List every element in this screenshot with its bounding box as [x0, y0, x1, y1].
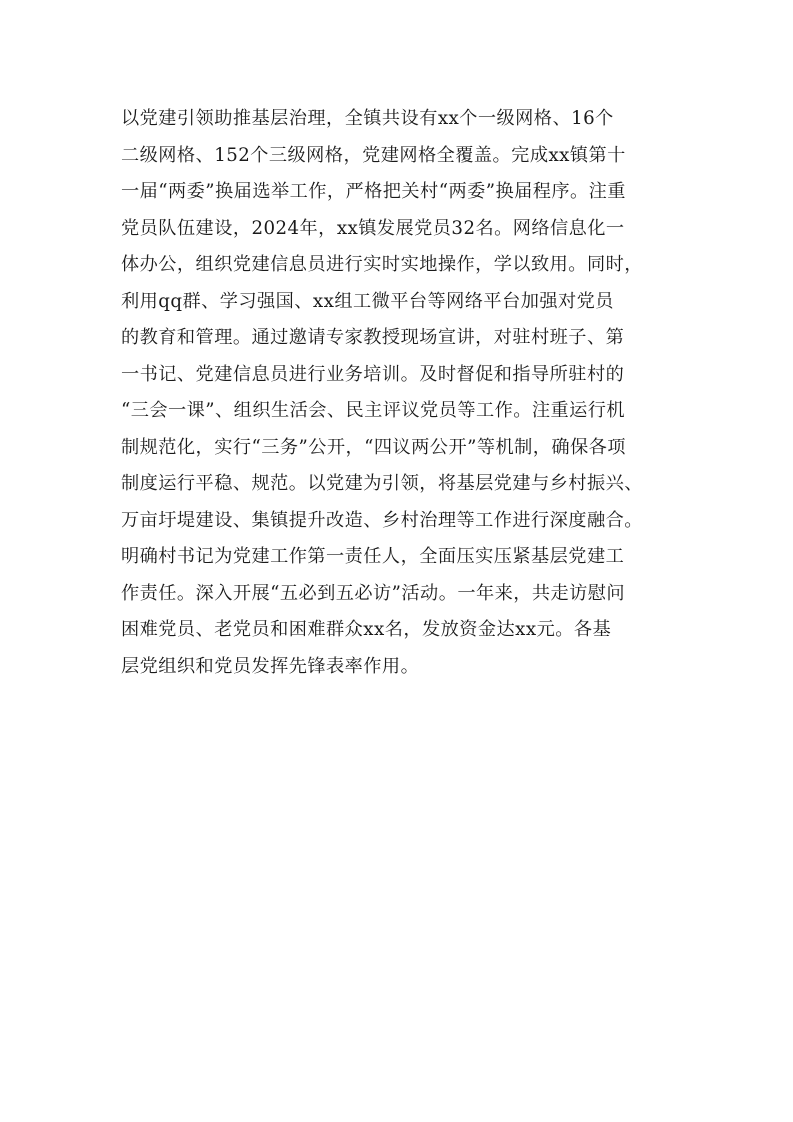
paragraph-line: 明确村书记为党建工作第一责任人，全面压实压紧基层党建工 — [121, 546, 625, 567]
paragraph-line: 困难党员、老党员和困难群众xx名，发放资金达xx元。各基 — [121, 619, 612, 640]
paragraph-line: 党员队伍建设，2024年，xx镇发展党员32名。网络信息化一 — [121, 217, 625, 239]
paragraph-line: 的教育和管理。通过邀请专家教授现场宣讲，对驻村班子、第 — [121, 327, 625, 348]
paragraph-line: 一书记、党建信息员进行业务培训。及时督促和指导所驻村的 — [121, 363, 625, 385]
paragraph-line: “三会一课”、组织生活会、民主评议党员等工作。注重运行机 — [121, 400, 626, 421]
paragraph-line: 体办公，组织党建信息员进行实时实地操作，学以致用。同时， — [121, 254, 643, 275]
paragraph-line: 层党组织和党员发挥先锋表率作用。 — [121, 655, 420, 677]
paragraph-line: 以党建引领助推基层治理，全镇共设有xx个一级网格、16个 — [121, 108, 614, 129]
paragraph-line: 一届“两委”换届选举工作，严格把关村“两委”换届程序。注重 — [121, 181, 626, 202]
paragraph-line: 制度运行平稳、规范。以党建为引领，将基层党建与乡村振兴、 — [121, 473, 643, 494]
paragraph-line: 万亩圩堤建设、集镇提升改造、乡村治理等工作进行深度融合。 — [121, 509, 643, 531]
paragraph-line: 二级网格、152个三级网格，党建网格全覆盖。完成xx镇第十 — [121, 144, 626, 166]
paragraph-line: 作责任。深入开展“五必到五必访”活动。一年来，共走访慰问 — [121, 582, 626, 604]
paragraph-line: 利用qq群、学习强国、xx组工微平台等网络平台加强对党员 — [121, 290, 614, 312]
paragraph-line: 制规范化，实行“三务”公开，“四议两公开”等机制，确保各项 — [121, 436, 626, 458]
body-paragraph — [121, 101, 681, 685]
